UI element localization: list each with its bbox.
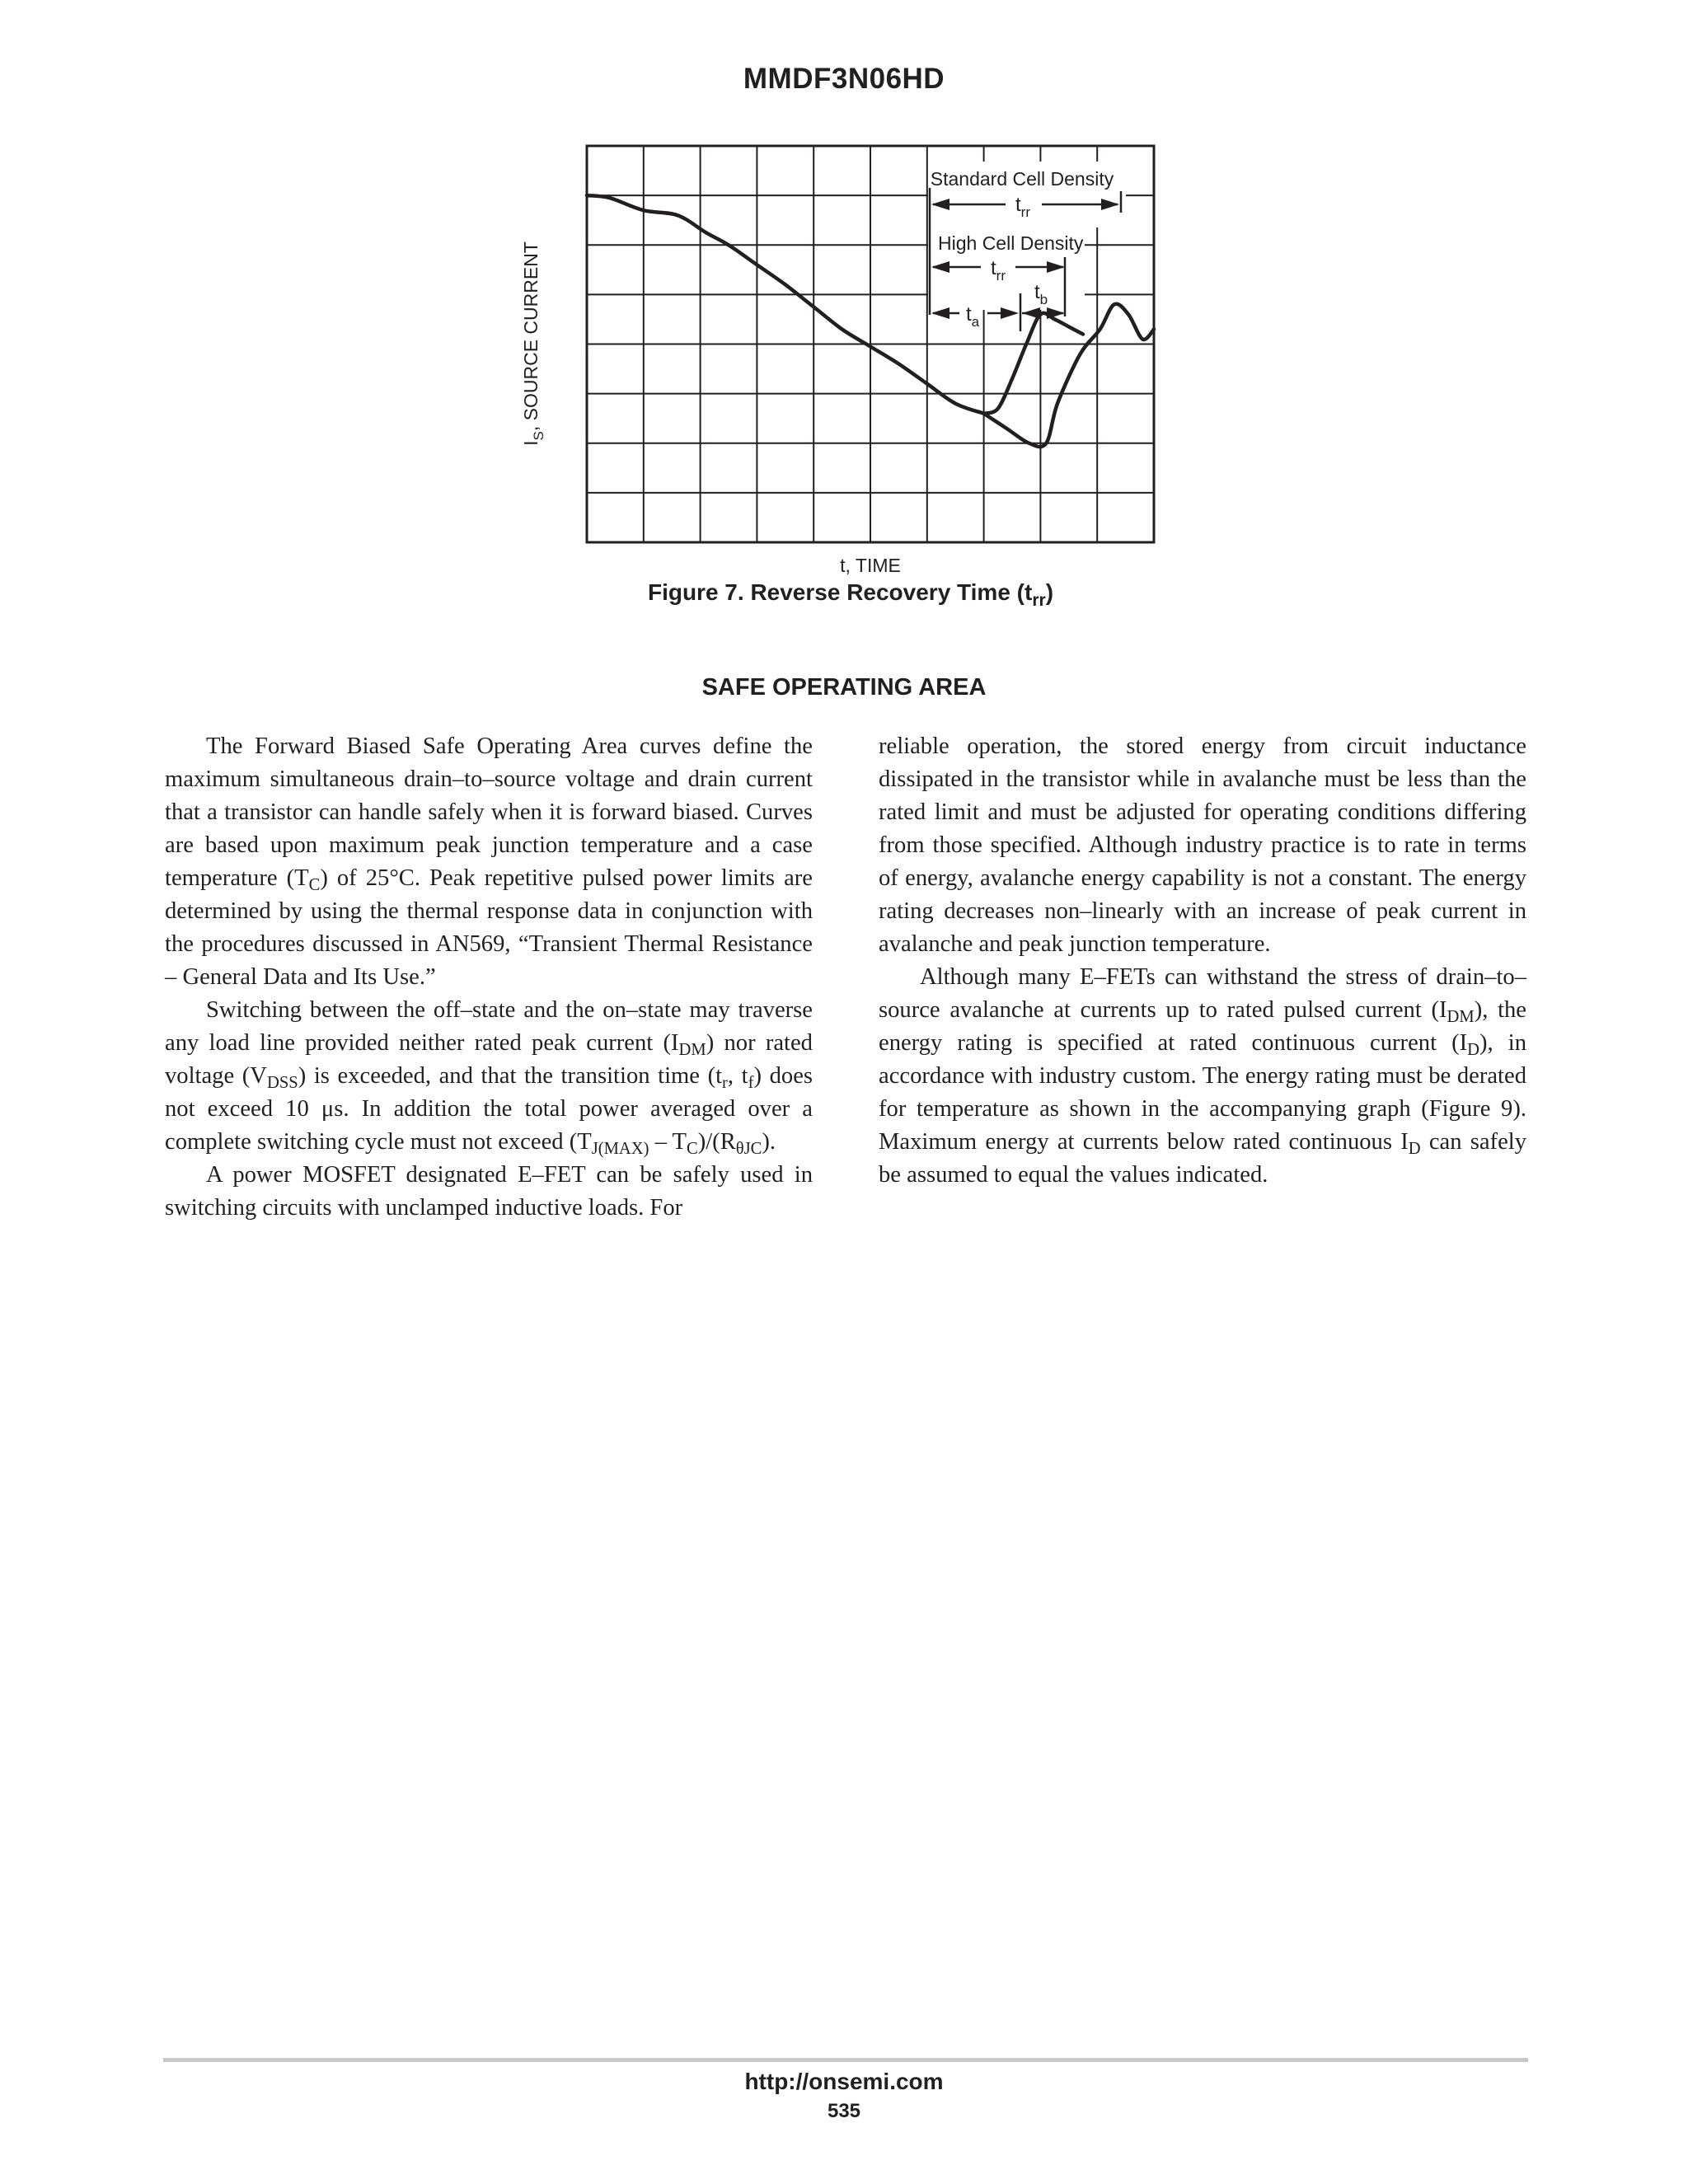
annotation-standard-cell-density: Standard Cell Density xyxy=(930,168,1114,190)
page-header-title: MMDF3N06HD xyxy=(743,63,945,95)
annotation-high-cell-density: High Cell Density xyxy=(938,232,1084,254)
chart-series-high-cell-density xyxy=(984,313,1083,414)
paragraph: A power MOSFET designated E–FET can be safely used in switching circuits with unclamped inductive loads. For xyxy=(165,1162,813,1221)
body-column-right xyxy=(879,730,1526,1192)
reverse-recovery-figure xyxy=(495,132,1187,610)
page-number: 535 xyxy=(827,2100,861,2122)
paragraph: Switching between the off–state and the on–state may traverse any load line provided neither rated peak current $(I_{DM})$ nor rated voltage $(V_{DSS})$ is exceeded, and that the transition time ($t_r$, $t_f$) does not exceed 10 μs. In addition the total power averaged over a complete switching cycle must not exceed $(T_{J(MAX)} - T_C)/(R_{\theta JC})$. xyxy=(165,997,814,1158)
chart-series-shared-decay xyxy=(587,195,984,414)
tb-label: $t_b$ xyxy=(1034,281,1048,307)
section-heading: SAFE OPERATING AREA xyxy=(701,674,987,701)
chart-x-axis-label: t, TIME xyxy=(840,555,901,576)
high-trr-label: $t_{rr}$ xyxy=(991,257,1006,284)
figure-caption: Figure 7. Reverse Recovery Time $(t_{rr})$ xyxy=(647,579,1054,610)
paragraph: reliable operation, the stored energy from circuit inductance dissipated in the transistor while in avalanche must be less than the rated limit and must be adjusted for operating conditions differing from those specified. Although industry practice is to rate in terms of energy, avalanche energy capability is not a constant. The energy rating decreases non–linearly with an increase of peak current in avalanche and peak junction temperature. xyxy=(879,733,1526,957)
footer-divider xyxy=(163,2058,1528,2062)
chart-y-axis-label: $I_S$, SOURCE CURRENT xyxy=(520,241,546,446)
body-column-left xyxy=(165,730,813,1225)
paragraph: The Forward Biased Safe Operating Area curves define the maximum simultaneous drain–to–source voltage and drain current that a transistor can handle safely when it is forward biased. Curves are based upon maximum peak junction temperature and a case temperature $(T_C)$ of 25°C. Peak repetitive pulsed power limits are determined by using the thermal response data in conjunction with the procedures discussed in AN569, “Transient Thermal Resistance – General Data and Its Use.” xyxy=(165,733,813,990)
paragraph: Although many E–FETs can withstand the stress of drain–to–source avalanche at currents up to rated pulsed current $(I_{DM})$, the energy rating is specified at rated continuous current $(I_D)$, in accordance with industry custom. The energy rating must be derated for temperature as shown in the accompanying graph (Figure 9). Maximum energy at currents below rated continuous $I_D$ can safely be assumed to equal the values indicated. xyxy=(879,964,1527,1188)
footer-url-link[interactable]: http://onsemi.com xyxy=(744,2069,944,2094)
ta-label: $t_a$ xyxy=(966,303,980,330)
standard-trr-label: $t_{rr}$ xyxy=(1015,194,1030,220)
